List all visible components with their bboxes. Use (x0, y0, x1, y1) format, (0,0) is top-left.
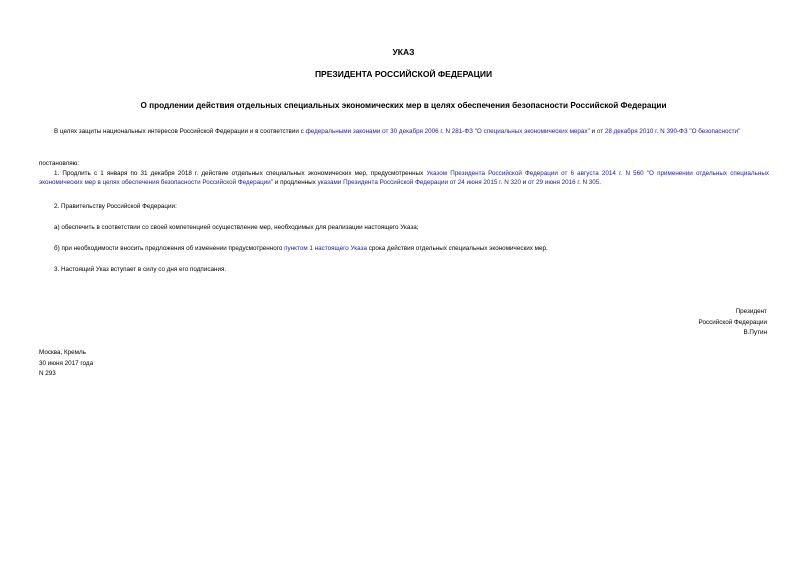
document-subtitle: ПРЕЗИДЕНТА РОССИЙСКОЙ ФЕДЕРАЦИИ (314, 69, 493, 79)
signature-block (699, 307, 767, 339)
item-3-paragraph: 3. Настоящий Указ вступает в силу со дня его подписания. (54, 266, 227, 273)
decree-word: постановляю: (39, 160, 80, 167)
link-decree-320[interactable]: Президента Российской Федерации от 24 июня 2015 г. N 320 (343, 178, 522, 186)
item-2b-text-3: срока действия отдельных специальных экономических мер. (366, 245, 548, 252)
place-date: 30 июня 2017 года (39, 359, 94, 367)
link-this-decree[interactable]: настоящего Указа (314, 245, 367, 252)
item-1-paragraph (39, 170, 769, 187)
preamble-paragraph (39, 128, 769, 137)
link-point-1[interactable]: пунктом 1 (284, 245, 313, 252)
item-2a-paragraph: а) обеспечить в соответствии со своей компетенцией осуществление мер, необходимых для реализации настоящего Указа; (54, 224, 419, 231)
signature-organization: Российской Федерации (698, 318, 767, 326)
place-date-block (39, 348, 93, 380)
item-1-text-2: и продленных (273, 178, 318, 186)
preamble-text-2: и (589, 128, 597, 135)
document-title: УКАЗ (392, 47, 415, 57)
item-1-text-1: 1. Продлить с 1 января по 31 декабря 2018 г. действие отдельных специальных экономических мер, предусмотренных (54, 170, 427, 177)
item-1-text-4: и (521, 178, 529, 186)
signature-position: Президент (735, 308, 767, 315)
item-1-text-5: . (599, 178, 602, 186)
place-city: Москва, Кремль (39, 349, 86, 356)
item-2b-paragraph (39, 245, 769, 254)
link-federal-law-390[interactable]: от 28 декабря 2010 г. N 390-ФЗ "О безопасности" (596, 128, 741, 135)
item-2-paragraph: 2. Правительству Российской Федерации: (54, 203, 177, 210)
link-federal-law-281[interactable]: федеральными законами от 30 декабря 2006 г. N 281-ФЗ "О специальных экономических мерах" (305, 128, 590, 135)
document-heading: О продлении действия отдельных специальных экономических мер в целях обеспечения безопасности Российской Федерации (140, 101, 667, 110)
link-decree-560[interactable]: Указом Президента Российской Федерации от 6 августа 2014 г. N 560 "О применении отдельных специальных экономических мер в целях обеспечения безопасности Российской Федерации" (39, 170, 769, 186)
preamble-text-1: В целях защиты национальных интересов Российской Федерации и в соответствии с (54, 128, 306, 135)
link-decree-305[interactable]: от 29 июня 2016 г. N 305 (528, 178, 600, 186)
item-2b-text-1: б) при необходимости вносить предложения об изменении предусмотренного (54, 245, 285, 252)
decree-number: N 293 (39, 370, 56, 377)
link-decrees[interactable]: указами (317, 178, 342, 186)
signature-name: В.Путин (743, 329, 767, 336)
